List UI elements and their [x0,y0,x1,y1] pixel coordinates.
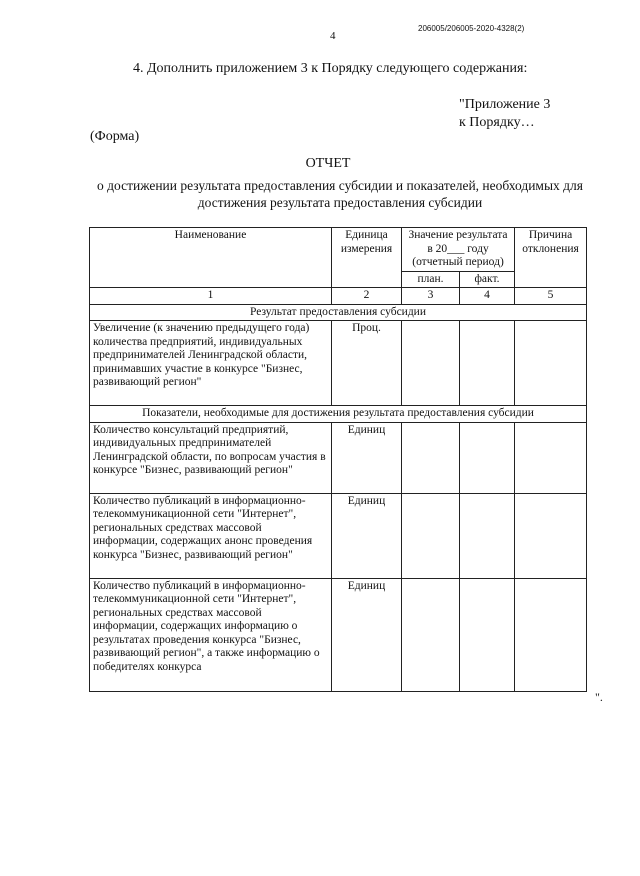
document-id: 206005/206005-2020-4328(2) [418,24,525,33]
row-plan [402,578,460,691]
section-heading: Показатели, необходимые для достижения результата предоставления субсидии [90,406,587,423]
col-number: 2 [332,288,402,305]
appendix-line-1: "Приложение 3 [459,97,551,112]
row-plan [402,321,460,406]
row-reason [515,422,587,493]
intro-paragraph: 4. Дополнить приложением 3 к Порядку следующего содержания: [133,61,528,76]
row-reason [515,493,587,578]
report-table [89,227,587,692]
row-unit: Единиц [332,578,402,691]
table-header-row [90,228,587,272]
table-row [90,493,587,578]
row-unit: Единиц [332,493,402,578]
col-number: 3 [402,288,460,305]
header-fact: факт. [460,271,515,288]
row-reason [515,578,587,691]
report-subtitle: о достижении результата предоставления субсидии и показателей, необходимых для достижения результата предоставления субсидии [97,178,583,210]
column-numbers-row [90,288,587,305]
row-fact [460,321,515,406]
form-label: (Форма) [90,129,140,144]
closing-quote: ". [595,690,603,704]
row-plan [402,493,460,578]
row-unit: Проц. [332,321,402,406]
header-unit: Единица измерения [332,228,402,288]
table-row [90,422,587,493]
row-name: Количество публикаций в информационно-телекоммуникационной сети "Интернет", региональных средствах массовой информации, содержащих анонс проведения конкурса "Бизнес, развивающий регион" [90,493,332,578]
row-fact [460,578,515,691]
section-heading: Результат предоставления субсидии [90,304,587,321]
col-number: 5 [515,288,587,305]
row-reason [515,321,587,406]
header-plan: план. [402,271,460,288]
page-number: 4 [330,30,336,42]
section-result [90,304,587,321]
appendix-reference [459,96,550,132]
header-name: Наименование [90,228,332,288]
col-number: 1 [90,288,332,305]
row-fact [460,493,515,578]
section-indicators [90,406,587,423]
col-number: 4 [460,288,515,305]
row-unit: Единиц [332,422,402,493]
table-row [90,321,587,406]
header-reason: Причина отклонения [515,228,587,288]
table-row [90,578,587,691]
row-fact [460,422,515,493]
appendix-line-2: к Порядку… [459,115,535,130]
report-title: ОТЧЕТ [305,156,351,171]
row-name: Увеличение (к значению предыдущего года) количества предприятий, индивидуальных предпринимателей Ленинградской области, принимавших участие в конкурсе "Бизнес, развивающий регион" [90,321,332,406]
row-name: Количество консультаций предприятий, индивидуальных предпринимателей Ленинградской области, по вопросам участия в конкурсе "Бизнес, развивающий регион" [90,422,332,493]
row-plan [402,422,460,493]
row-name: Количество публикаций в информационно-телекоммуникационной сети "Интернет", региональных средствах массовой информации, содержащих информацию о результатах проведения конкурса "Бизнес, развивающий регион", а также информацию о победителях конкурса [90,578,332,691]
header-value: Значение результата в 20___ году (отчетный период) [402,228,515,272]
